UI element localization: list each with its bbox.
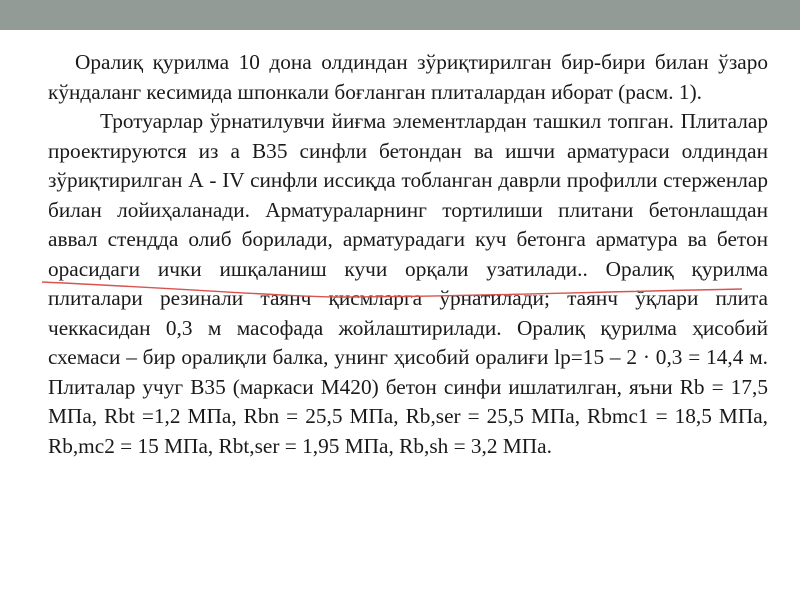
- slide-header-bar: [0, 0, 800, 30]
- slide-body-text: [48, 48, 768, 461]
- annotation-line-stroke: [42, 282, 742, 297]
- annotation-line: [42, 279, 742, 319]
- paragraph-details: Тротуарлар ўрнатилувчи йиғма элементлардан ташкил топган. Плиталар проектируются из а В35 синфли бетондан ва ишчи арматураси олдиндан зўриқтирилган А - IV синфли иссиқда тобланган даврли профилли стерженлар билан лойиҳаланади. Арматураларнинг тортилиши плитани бетонлашдан аввал стендда олиб борилади, арматурадаги куч бетонга арматура ва бетон орасидаги ички ишқаланиш кучи орқали узатилади.. Оралиқ қурилма плиталари резинали таянч қисмларга ўрнатилади; таянч ўқлари плита чеккасидан 0,3 м масофада жойлаштирилади. Оралиқ қурилма ҳисобий схемаси – бир оралиқли балка, унинг ҳисобий оралиғи lр=15 – 2 · 0,3 = 14,4 м. Плиталар учуг В35 (маркаси М420) бетон синфи ишлатилган, яъни Rb = 17,5 МПа, Rbt =1,2 МПа, Rbn = 25,5 МПа, Rb,ser = 25,5 МПа, Rbmc1 = 18,5 МПа, Rb,mc2 = 15 МПа, Rbt,ser = 1,95 МПа, Rb,sh = 3,2 МПа.: [48, 109, 768, 458]
- paragraph-intro: Оралиқ қурилма 10 дона олдиндан зўриқтирилган бир-бири билан ўзаро кўндаланг кесимида шпонкали боғланган плиталардан иборат (расм. 1).: [48, 50, 768, 104]
